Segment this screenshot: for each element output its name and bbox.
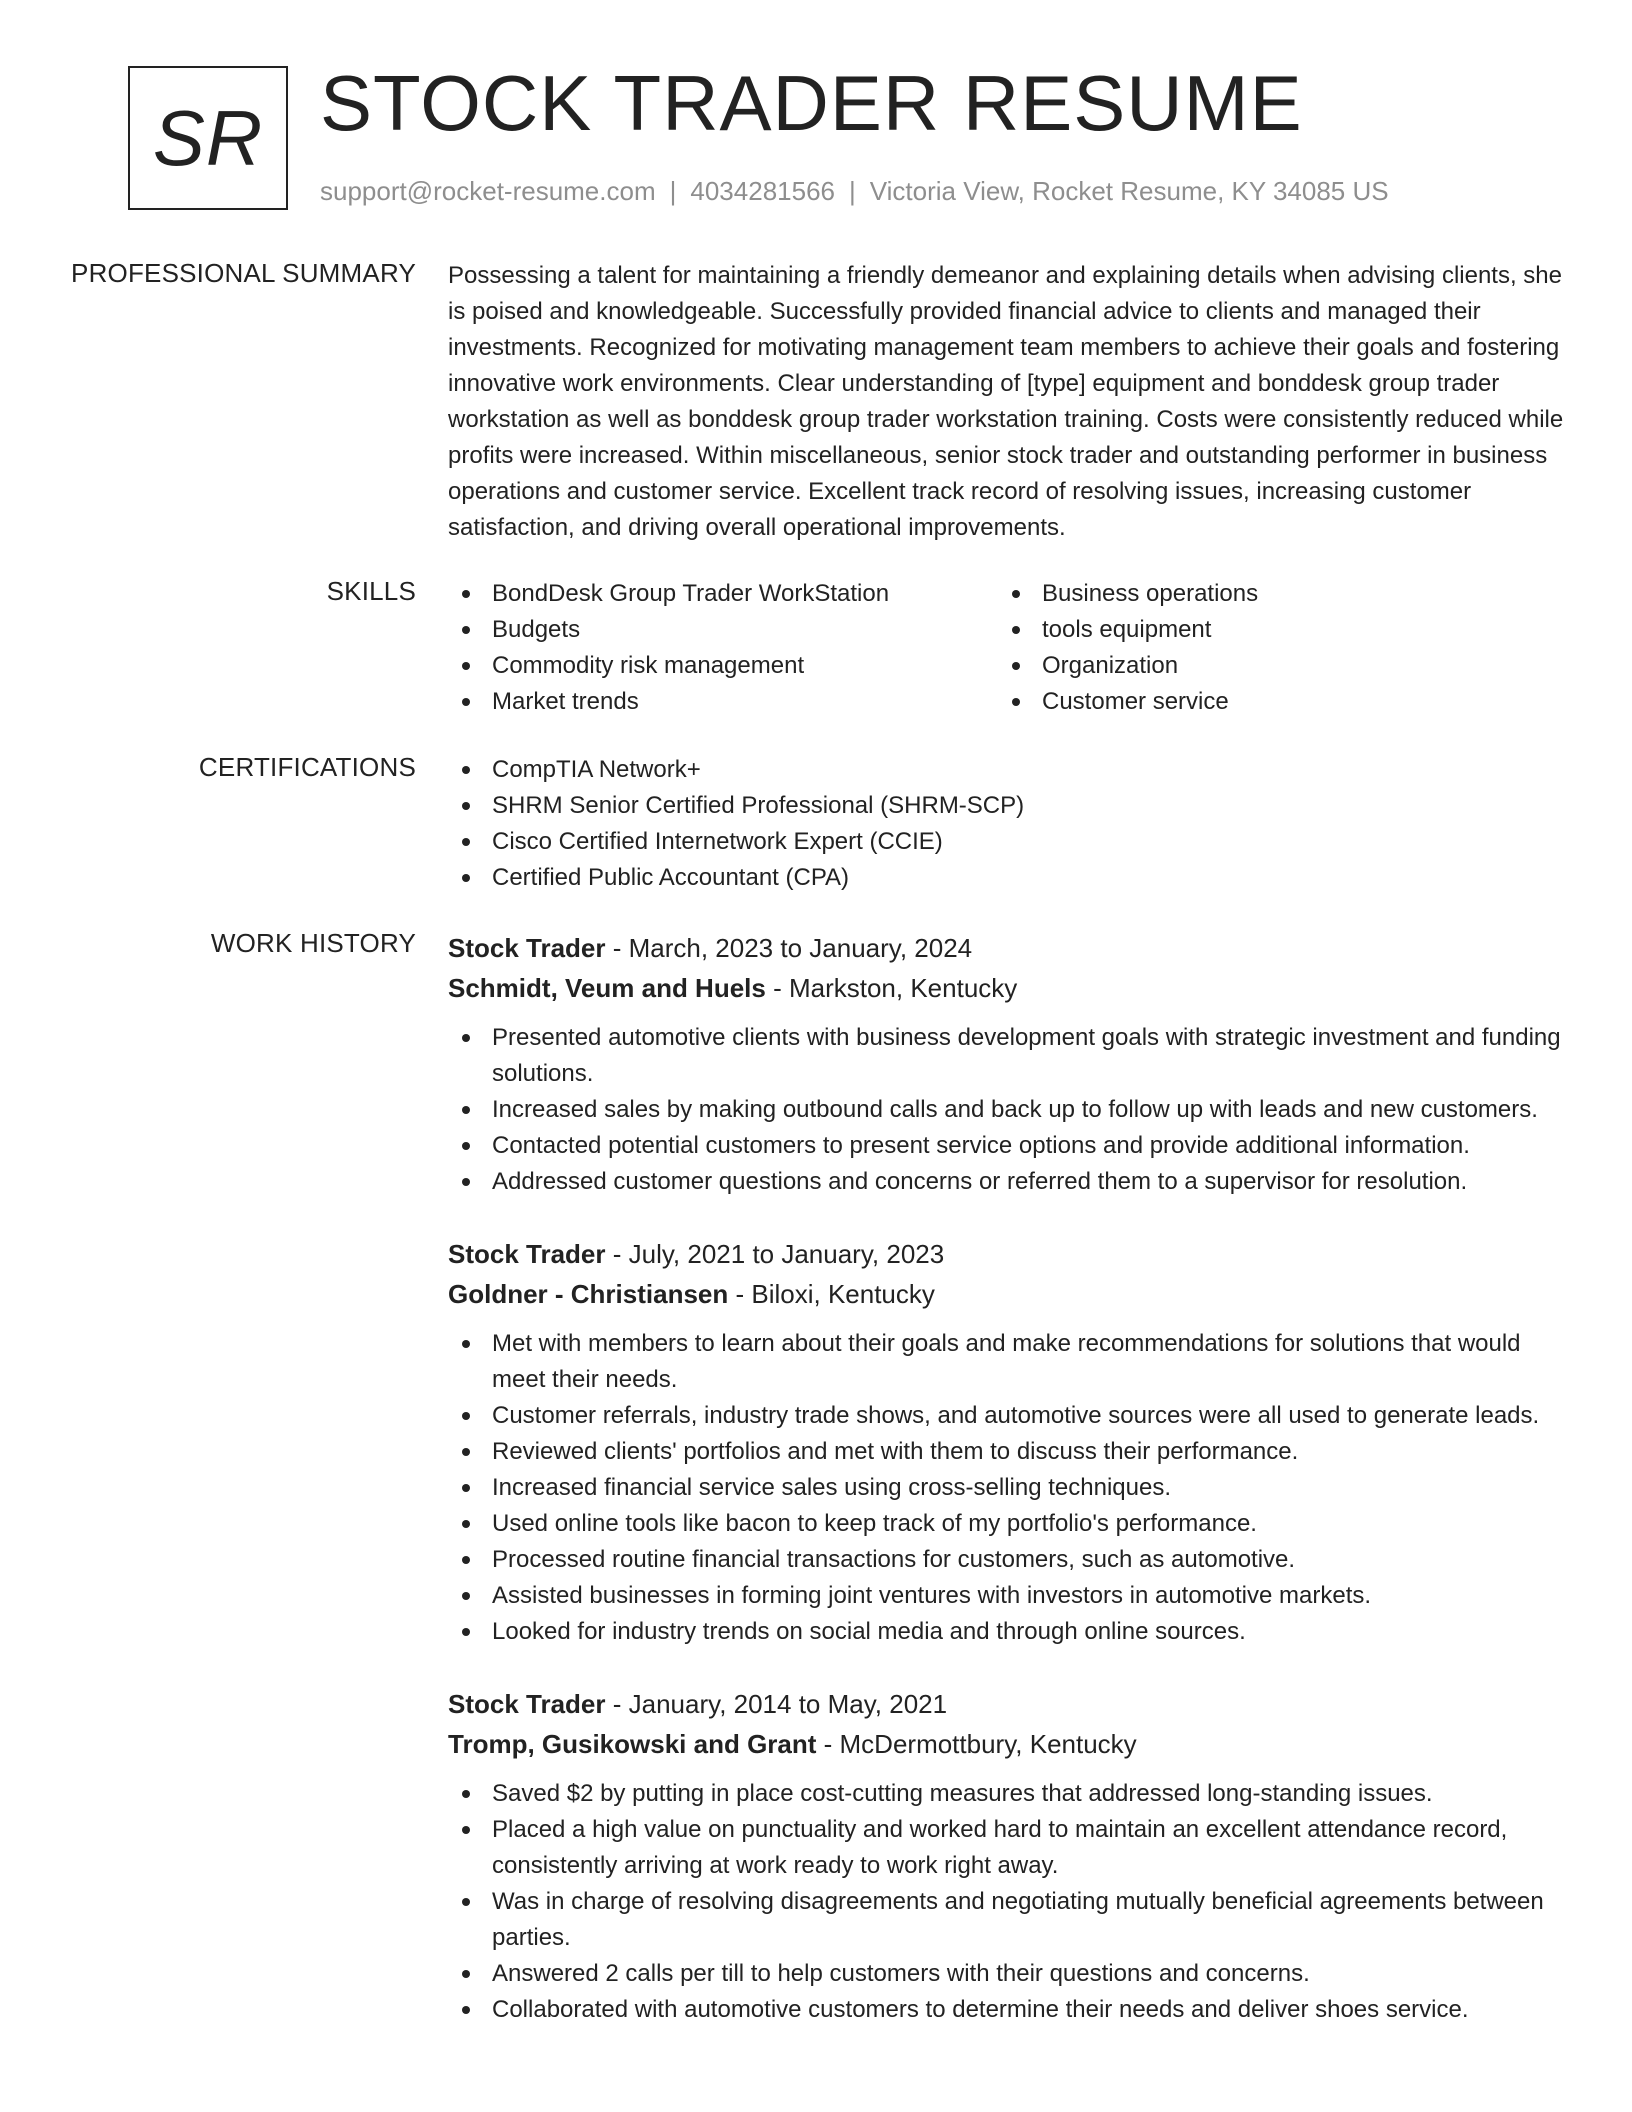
job-company-line bbox=[448, 1274, 1568, 1314]
resume-title: STOCK TRADER RESUME bbox=[320, 59, 1303, 147]
job-bullet: Was in charge of resolving disagreements and negotiating mutually beneficial agreements between parties. bbox=[448, 1884, 1568, 1956]
skills-body bbox=[448, 576, 1568, 720]
contact-address: Victoria View, Rocket Resume, KY 34085 US bbox=[869, 176, 1389, 206]
resume-header bbox=[64, 0, 1568, 246]
skill-item: Organization bbox=[998, 648, 1548, 684]
job-bullet: Increased sales by making outbound calls and back up to follow up with leads and new customers. bbox=[448, 1092, 1568, 1128]
certification-item: SHRM Senior Certified Professional (SHRM-SCP) bbox=[448, 788, 1568, 824]
job-title: Stock Trader bbox=[448, 1239, 606, 1269]
contact-line bbox=[320, 176, 1389, 207]
job-location: - Markston, Kentucky bbox=[765, 973, 1018, 1003]
job-bullet: Presented automotive clients with business development goals with strategic investment and funding solutions. bbox=[448, 1020, 1568, 1092]
job-bullet: Increased financial service sales using cross-selling techniques. bbox=[448, 1470, 1568, 1506]
job-bullets bbox=[448, 1776, 1568, 2028]
skill-item: Market trends bbox=[448, 684, 998, 720]
certifications-body bbox=[448, 752, 1568, 896]
job-company-line bbox=[448, 968, 1568, 1008]
certifications-list bbox=[448, 752, 1568, 896]
job-bullet: Reviewed clients' portfolios and met with them to discuss their performance. bbox=[448, 1434, 1568, 1470]
job-bullet: Answered 2 calls per till to help customers with their questions and concerns. bbox=[448, 1956, 1568, 1992]
job-title-line bbox=[448, 928, 1568, 968]
job-location: - McDermottbury, Kentucky bbox=[816, 1729, 1137, 1759]
job-bullet: Placed a high value on punctuality and worked hard to maintain an excellent attendance record, consistently arriving at work ready to work right away. bbox=[448, 1812, 1568, 1884]
skill-item: BondDesk Group Trader WorkStation bbox=[448, 576, 998, 612]
job-entry bbox=[448, 1684, 1568, 2028]
skill-item: Business operations bbox=[998, 576, 1548, 612]
certification-item: CompTIA Network+ bbox=[448, 752, 1568, 788]
job-company-line bbox=[448, 1724, 1568, 1764]
skill-item: Commodity risk management bbox=[448, 648, 998, 684]
job-bullets bbox=[448, 1326, 1568, 1650]
skills-grid bbox=[448, 576, 1568, 720]
work-history-body bbox=[448, 928, 1568, 2028]
job-bullet: Collaborated with automotive customers to determine their needs and deliver shoes service. bbox=[448, 1992, 1568, 2028]
job-bullet: Addressed customer questions and concerns or referred them to a supervisor for resolution. bbox=[448, 1164, 1568, 1200]
job-bullet: Used online tools like bacon to keep track of my portfolio's performance. bbox=[448, 1506, 1568, 1542]
skill-item: Customer service bbox=[998, 684, 1548, 720]
initials-monogram: SR bbox=[128, 66, 288, 210]
job-bullet: Processed routine financial transactions for customers, such as automotive. bbox=[448, 1542, 1568, 1578]
job-title: Stock Trader bbox=[448, 1689, 606, 1719]
skills-column-2 bbox=[998, 576, 1548, 720]
section-label-summary: PROFESSIONAL SUMMARY bbox=[71, 258, 416, 288]
section-label-certifications: CERTIFICATIONS bbox=[198, 752, 416, 782]
job-title-line bbox=[448, 1234, 1568, 1274]
job-title: Stock Trader bbox=[448, 933, 606, 963]
job-entry bbox=[448, 1234, 1568, 1650]
job-bullet: Contacted potential customers to present service options and provide additional information. bbox=[448, 1128, 1568, 1164]
summary-section bbox=[64, 258, 1568, 546]
job-bullet: Assisted businesses in forming joint ventures with investors in automotive markets. bbox=[448, 1578, 1568, 1614]
job-bullet: Customer referrals, industry trade shows, and automotive sources were all used to generate leads. bbox=[448, 1398, 1568, 1434]
section-label-work-history: WORK HISTORY bbox=[210, 928, 416, 958]
certification-item: Certified Public Accountant (CPA) bbox=[448, 860, 1568, 896]
certifications-section bbox=[64, 752, 1568, 896]
summary-text: Possessing a talent for maintaining a friendly demeanor and explaining details when advising clients, she is poised and knowledgeable. Successfully provided financial advice to clients and managed their investments. Recognized for motivating management team members to achieve their goals and fostering innovative work environments. Clear understanding of [type] equipment and bonddesk group trader workstation as well as bonddesk group trader workstation training. Costs were consistently reduced while profits were increased. Within miscellaneous, senior stock trader and outstanding performer in business operations and customer service. Excellent track record of resolving issues, increasing customer satisfaction, and driving overall operational improvements. bbox=[448, 262, 1564, 541]
contact-separator: | bbox=[849, 176, 856, 206]
section-label-skills: SKILLS bbox=[326, 576, 416, 606]
job-bullets bbox=[448, 1020, 1568, 1200]
job-location: - Biloxi, Kentucky bbox=[728, 1279, 935, 1309]
job-dates: - July, 2021 to January, 2023 bbox=[605, 1239, 945, 1269]
job-dates: - January, 2014 to May, 2021 bbox=[605, 1689, 948, 1719]
job-bullet: Looked for industry trends on social media and through online sources. bbox=[448, 1614, 1568, 1650]
contact-separator: | bbox=[669, 176, 677, 206]
contact-phone: 4034281566 bbox=[690, 176, 835, 206]
job-bullet: Met with members to learn about their goals and make recommendations for solutions that would meet their needs. bbox=[448, 1326, 1568, 1398]
job-bullet: Saved $2 by putting in place cost-cutting measures that addressed long-standing issues. bbox=[448, 1776, 1568, 1812]
job-entry bbox=[448, 928, 1568, 1200]
job-company: Goldner - Christiansen bbox=[448, 1279, 729, 1309]
skill-item: Budgets bbox=[448, 612, 998, 648]
job-dates: - March, 2023 to January, 2024 bbox=[605, 933, 973, 963]
skills-section bbox=[64, 576, 1568, 720]
certification-item: Cisco Certified Internetwork Expert (CCIE) bbox=[448, 824, 1568, 860]
contact-email: support@rocket-resume.com bbox=[320, 176, 656, 206]
job-company: Schmidt, Veum and Huels bbox=[448, 973, 766, 1003]
skill-item: tools equipment bbox=[998, 612, 1548, 648]
job-title-line bbox=[448, 1684, 1568, 1724]
job-company: Tromp, Gusikowski and Grant bbox=[448, 1729, 817, 1759]
skills-column-1 bbox=[448, 576, 998, 720]
work-history-section bbox=[64, 928, 1568, 2028]
